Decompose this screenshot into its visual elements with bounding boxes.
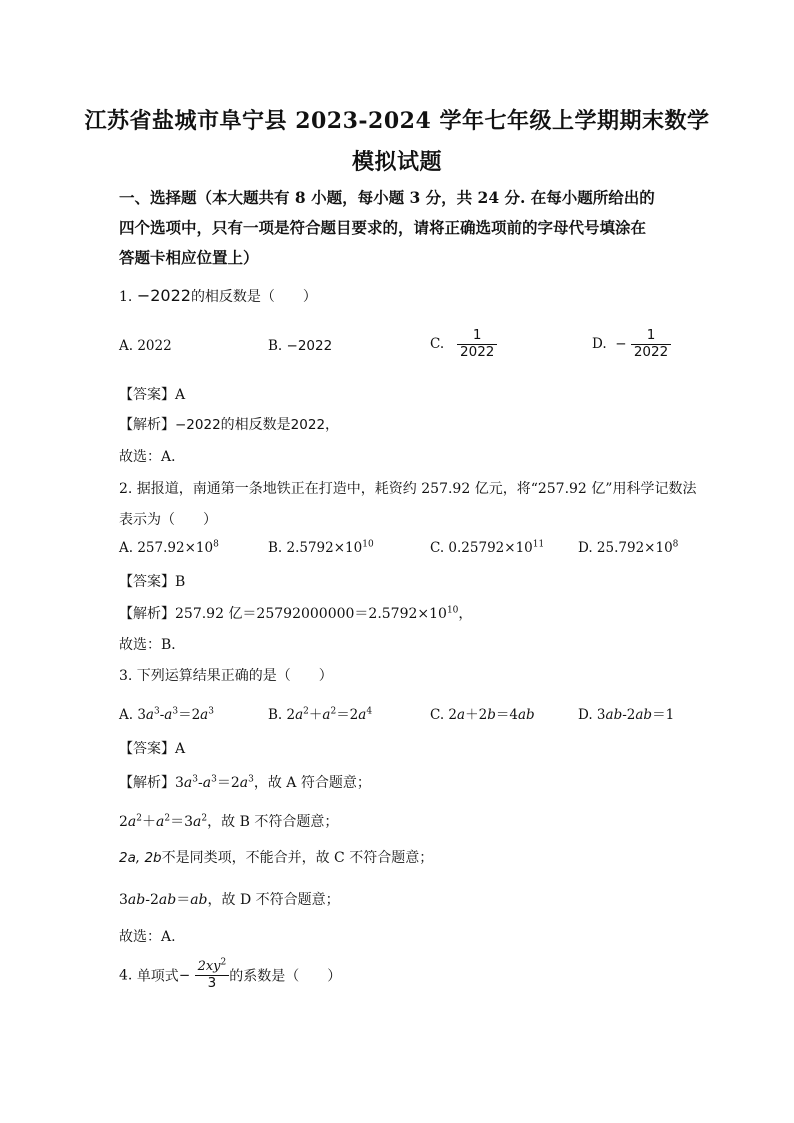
analysis-b: $2a^2+a^2=3a^2$，故 B 不符合题意； [119, 813, 339, 830]
question-text: 的相反数是（ ） [190, 289, 317, 305]
option-a: A. $257.92\times 10^8$ [119, 539, 219, 556]
option-a: A. $3a^3-a^3=2a^3$ [119, 706, 214, 723]
option-d: D. − $\frac{1}{2022}$ [592, 328, 671, 360]
answer-label: 【答案】A [119, 387, 186, 403]
fraction: $\frac{1}{2022}$ [631, 328, 671, 360]
option-b: B. $2a^2+a^2=2a^4$ [268, 706, 373, 723]
section-heading-cont: 答题卡相应位置上） [119, 248, 259, 267]
question-2-cont: 表示为（ ） [119, 512, 217, 528]
analysis-c: 2a, 2b不是同类项，不能合并，故 C 不符合题意； [119, 850, 434, 866]
answer-label: 【答案】A [119, 741, 186, 757]
option-b: B. $2.5792\times 10^{10}$ [268, 539, 374, 556]
option-c: C. $0.25792\times 10^{11}$ [430, 539, 545, 556]
question-1 [119, 286, 317, 306]
question-4: 4. 单项式− $\frac{2xy^2}{3}$ 的系数是（ ） [119, 957, 342, 991]
option-c: C. 2a＋2b＝4ab [430, 707, 535, 723]
analysis: 【解析】−2022的相反数是2022， [119, 417, 340, 433]
page-subtitle: 模拟试题 [351, 149, 442, 175]
analysis: 【解析】257.92 亿$=25792000000=2.5792\times 10^{10}$， [119, 605, 473, 622]
analysis-d: 3ab-2ab＝ab，故 D 不符合题意； [119, 892, 340, 908]
section-heading: 一、选择题（本大题共有 8 小题，每小题 3 分，共 24 分. 在每小题所给出的 [119, 188, 655, 207]
option-d: D. $25.792\times 10^8$ [578, 539, 679, 556]
conclusion: 故选：B． [119, 637, 186, 653]
option-d: D. 3ab-2ab＝1 [578, 707, 675, 723]
question-number: 1. [119, 289, 133, 305]
option-b: B. −2022 [268, 338, 333, 354]
math-expression: −2022 [136, 286, 191, 305]
answer-label: 【答案】B [119, 574, 186, 590]
question-2: 2. 据报道，南通第一条地铁正在打造中，耗资约 257.92 亿元，将“257.92 亿”用科学记数法 [119, 481, 697, 497]
fraction: $\frac{2xy^2}{3}$ [195, 960, 230, 991]
conclusion: 故选：A. [119, 929, 176, 945]
fraction: $\frac{1}{2022}$ [457, 328, 497, 360]
option-a: A. 2022 [119, 338, 172, 354]
conclusion: 故选：A． [119, 449, 186, 465]
page-title: 江苏省盐城市阜宁县 2023-2024 学年七年级上学期期末数学 [84, 108, 710, 134]
question-3: 3. 下列运算结果正确的是（ ） [119, 668, 333, 684]
analysis: 【解析】$3a^3-a^3=2a^3$，故 A 符合题意； [119, 774, 371, 791]
section-heading-cont: 四个选项中，只有一项是符合题目要求的，请将正确选项前的字母代号填涂在 [119, 218, 647, 237]
option-c: C. $\frac{1}{2022}$ [430, 328, 497, 360]
